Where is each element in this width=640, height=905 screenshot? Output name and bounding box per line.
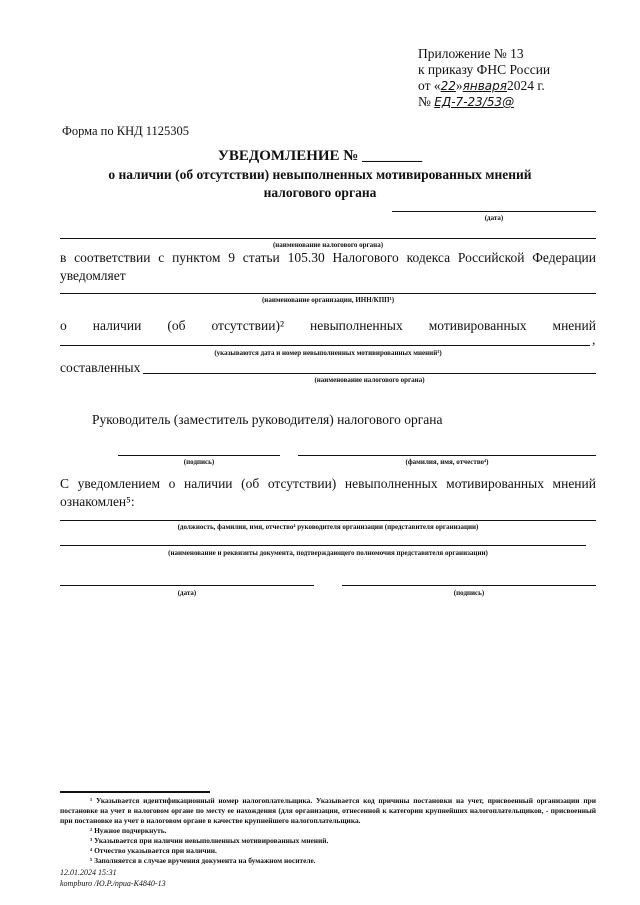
stamp-date: 12.01.2024 15:31: [60, 868, 117, 877]
compiled-text: составленных: [60, 360, 141, 375]
comma: ,: [592, 332, 596, 347]
footnote-divider: [60, 791, 210, 793]
stamp-file: kompburo /Ю.Р./npua-K4840-13: [60, 879, 166, 888]
order-ref: к приказу ФНС России: [418, 62, 551, 77]
ack-line-1: С уведомлением о наличии (об отсутствии) невыполненных мотивированных мнений: [60, 476, 596, 491]
signature-label-2: (подпись): [453, 589, 485, 597]
footnotes: [60, 796, 596, 866]
appendix-block: [418, 46, 550, 110]
footnote-3: ³ Указывается при наличии невыполненных мотивированных мнений.: [90, 836, 329, 845]
position-label: (должность, фамилия, имя, отчество⁴ руководителя организации (представителя организации): [177, 523, 479, 531]
tax-authority-label: (наименование налогового органа): [272, 241, 384, 249]
appendix-number: Приложение № 13: [418, 46, 524, 61]
date-label: (дата): [484, 214, 504, 222]
document-label: (наименование и реквизиты документа, подтверждающего полномочия представителя организации): [168, 549, 488, 557]
footnote-5: ⁵ Заполняется в случае вручения документа на бумажном носителе.: [90, 856, 316, 865]
body-line-2: уведомляет: [60, 268, 126, 283]
print-stamp: [60, 867, 166, 889]
signature-label: (подпись): [183, 458, 215, 466]
page-title: УВЕДОМЛЕНИЕ № ________: [217, 148, 423, 164]
order-number: № ЕД-7-23/53@: [418, 94, 515, 109]
opinions-label: (указываются дата и номер невыполненных мотивированных мнений³): [214, 349, 442, 357]
org-label: (наименование организации, ИНН/КПП¹): [261, 296, 395, 304]
footnote-1: ¹ Указывается идентификационный номер налогоплательщика. Указывается код причины постановки на учет, присвоенный организации при постановке на учет в налоговом органе по месту ее нахождения (для организации, отнесенной к категории крупнейших налогоплательщиков, - присвоенный при постановке на учет в налоговом органе в качестве крупнейшего налогоплательщика.: [60, 796, 596, 825]
subtitle-1: о наличии (об отсутствии) невыполненных мотивированных мнений: [108, 167, 532, 182]
subtitle-2: налогового органа: [263, 185, 377, 200]
fio-label: (фамилия, имя, отчество⁴): [405, 458, 489, 466]
footnote-4: ⁴ Отчество указывается при наличии.: [90, 846, 217, 855]
head-title: Руководитель (заместитель руководителя) налогового органа: [92, 412, 443, 427]
tax-authority-label-2: (наименование налогового органа): [314, 376, 425, 384]
footnote-2: ² Нужное подчеркнуть.: [90, 826, 167, 835]
date-label-2: (дата): [177, 589, 197, 597]
order-date: от «22»января2024 г.: [418, 78, 545, 93]
ack-line-2: ознакомлен⁵:: [60, 494, 135, 509]
body-line-1: в соответствии с пунктом 9 статьи 105.30 Налогового кодекса Российской Федерации: [60, 250, 596, 265]
body-line-3: о наличии (об отсутствии)² невыполненных мотивированных мнений: [60, 318, 596, 333]
form-code: Форма по КНД 1125305: [62, 124, 190, 138]
